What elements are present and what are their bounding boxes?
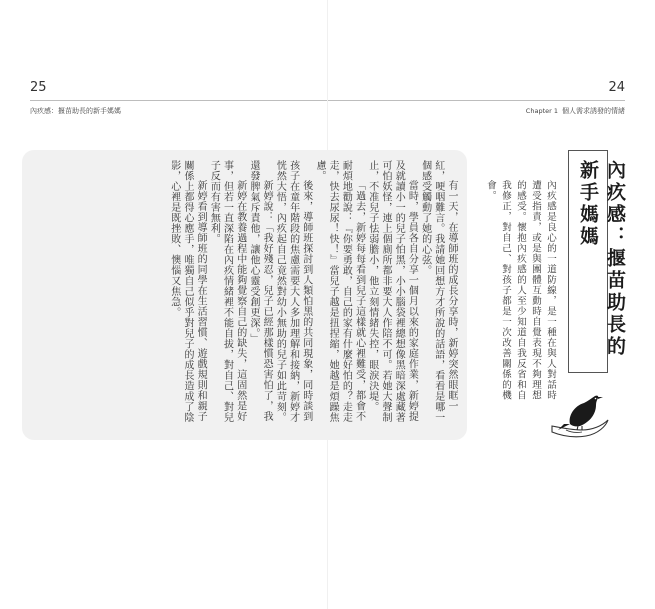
body-paragraph: 當時，學員各自分享一個月以來的家庭作業，新婷提及就讀小一的兒子怕黑，小小腦袋裡總想像黑暗深處藏著可怕妖怪，連上個廁所都非要大人作陪不可。若她大聲制止，不准兒子怯弱膽小，他立刻情緒失控，眼淚決堤。: [366, 160, 418, 423]
section-intro: 內疚感是良心的一道防線，是一種在與人對話時遭受指責，或是與團體互動時自覺表現不夠理想的感受。懷抱內疚感的人至少知道自我反省和自我修正，對自己、對孩子都是一次改善關係的機會。: [485, 180, 556, 401]
body-paragraph: 後來，導師班探討到人類怕黑的共同現象，同時談到孩子在童年階段的焦慮需要大人多加理解和接納，新婷才恍然大悟，內疚起自己竟然對幼小無助的兒子如此苛刻。: [274, 160, 312, 423]
left-header-rule: [30, 100, 327, 101]
body-paragraph: 「過去，新婷每每看到兒子這樣就心裡難受，都會不耐煩地勸說：『你要勇敢，自己的家有什麼好怕的？走走走，快去尿尿！快！』當兒子越是扭捏縮，她越是煩躁焦慮。: [313, 160, 365, 423]
chapter-label: Chapter 1: [525, 107, 558, 115]
body-paragraph: 新婷看到導師班的同學在生活習慣、遊戲規則和親子關係上都得心應手，唯獨自己似乎對兒子的成長造成了陰影，心裡是既挫敗、懊惱又焦急。: [168, 160, 207, 423]
left-page-number: 25: [30, 80, 47, 95]
right-running-header: [526, 106, 625, 116]
body-paragraph: 新婷說：「我好殘忍，兒子已經那樣慣恐害怕了，我還發脾氣斥責他，讓他心靈受創更深。」: [247, 160, 273, 422]
body-paragraph: 新婷在教養過程中能夠覺察自己的缺失，這固然是好事，但若一直深陷在內疚情緒裡不能自拔，對自己、對兒子反而有害無利。: [208, 160, 246, 423]
section-title: 內疚感：揠苗助長的新手媽媽: [577, 160, 626, 358]
body-paragraph: 有一天，在導師班的成長分享時，新婷突然眼眶一紅，哽咽難言。我請她回想方才所說的話語，看看是哪一個感受觸動了她的心弦。: [419, 160, 457, 423]
body-text: [38, 160, 458, 430]
left-running-header: 內疚感：揠苗助長的新手媽媽: [30, 107, 121, 115]
right-header-rule: [328, 100, 625, 101]
right-page-number: 24: [608, 80, 625, 95]
bird-on-hand-icon: [548, 386, 612, 442]
chapter-title: 個人需求誘發的情緒: [562, 107, 625, 115]
